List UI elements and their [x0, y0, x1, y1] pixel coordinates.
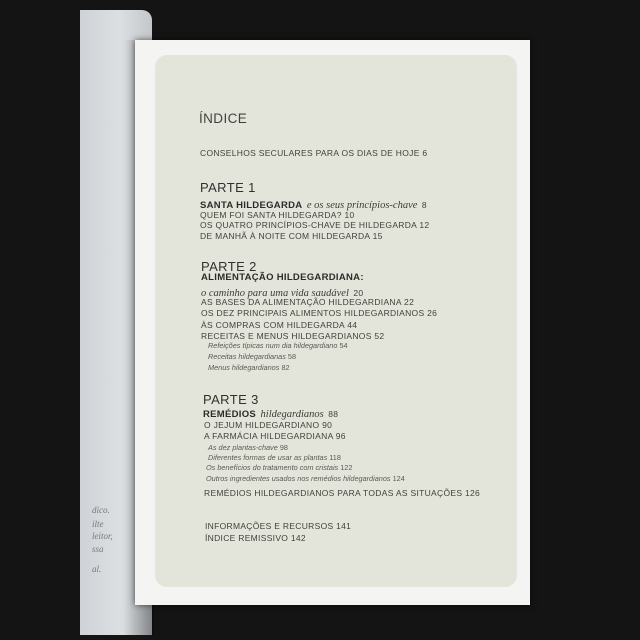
toc-entry-page: 10 [344, 210, 355, 220]
toc-entry-label: OS QUATRO PRINCÍPIOS-CHAVE DE HILDEGARDA [200, 220, 417, 230]
left-page-text-2: ilte [92, 519, 104, 529]
toc-subentry [208, 352, 296, 361]
toc-entry [204, 431, 346, 441]
toc-intro-page: 6 [422, 148, 428, 158]
toc-subentry-page: 122 [340, 463, 353, 472]
part3-heading-page: 88 [328, 409, 339, 419]
toc-subentry [206, 463, 352, 472]
toc-subentry-label: Receitas hildegardianas [208, 352, 286, 361]
toc-entry-label: RECEITAS E MENUS HILDEGARDIANOS [201, 331, 372, 341]
toc-subentry-label: Refeições típicas num dia hildegardiano [208, 341, 338, 350]
toc-entry-label: AS BASES DA ALIMENTAÇÃO HILDEGARDIANA [201, 297, 402, 307]
toc-subentry-page: 118 [329, 453, 341, 462]
toc-intro-label: CONSELHOS SECULARES PARA OS DIAS DE HOJE [200, 148, 420, 158]
left-page-text-4: ssa [92, 544, 104, 554]
toc-entry [200, 231, 383, 241]
toc-entry-page: 96 [335, 431, 346, 441]
toc-entry-page: 15 [372, 231, 383, 241]
toc-entry-label: O JEJUM HILDEGARDIANO [204, 420, 320, 430]
toc-subentry-page: 98 [279, 443, 288, 452]
toc-entry-page: 126 [464, 488, 481, 498]
toc-entry-page: 26 [427, 308, 438, 318]
toc-entry [200, 210, 355, 220]
toc-entry-label: QUEM FOI SANTA HILDEGARDA? [200, 210, 342, 220]
toc-entry-page: 141 [336, 521, 352, 531]
toc-entry-page: 12 [419, 220, 430, 230]
toc-subentry-label: Outros ingredientes usados nos remédios hildegardianos [206, 474, 391, 483]
toc-entry-label: ÀS COMPRAS COM HILDEGARDA [201, 320, 345, 330]
toc-subentry [208, 453, 341, 462]
toc-entry-label: DE MANHÃ À NOITE COM HILDEGARDA [200, 231, 370, 241]
toc-entry [204, 488, 480, 498]
toc-entry [205, 533, 306, 543]
toc-entry [200, 220, 429, 230]
toc-subentry-page: 124 [392, 474, 405, 483]
part3-label: PARTE 3 [203, 392, 259, 407]
toc-entry-page: 22 [404, 297, 415, 307]
toc-subentry [208, 443, 288, 452]
part2-heading-bold: ALIMENTAÇÃO HILDEGARDIANA: [201, 272, 364, 283]
left-page-text-5: al. [92, 564, 102, 574]
part3-heading-bold: REMÉDIOS [203, 409, 257, 420]
toc-title: ÍNDICE [199, 111, 248, 126]
toc-entry [201, 331, 384, 341]
toc-subentry-label: Os benefícios do tratamento com cristais [206, 463, 339, 472]
toc-entry-label: A FARMÁCIA HILDEGARDIANA [204, 431, 334, 441]
left-page-text-3: leitor, [92, 531, 113, 541]
toc-subentry-page: 58 [287, 352, 297, 361]
toc-entry [204, 420, 332, 430]
toc-entry [201, 320, 357, 330]
part2-label: PARTE 2 [201, 259, 257, 274]
toc-entry-label: REMÉDIOS HILDEGARDIANOS PARA TODAS AS SITUAÇÕES [204, 488, 463, 498]
part1-heading-italic: e os seus princípios-chave [306, 200, 418, 211]
toc-entry-label: ÍNDICE REMISSIVO [205, 533, 289, 543]
toc-subentry-label: As dez plantas-chave [208, 443, 278, 452]
toc-subentry-label: Menus hildegardianos [208, 363, 280, 372]
toc-subentry [208, 363, 290, 372]
toc-subentry-page: 54 [339, 341, 348, 350]
toc-entry-page: 52 [374, 331, 385, 341]
toc-entry-label: OS DEZ PRINCIPAIS ALIMENTOS HILDEGARDIANOS [201, 308, 425, 318]
toc-entry [201, 297, 414, 307]
toc-subentry [206, 474, 405, 483]
toc-entry-page: 44 [347, 320, 358, 330]
toc-entry [205, 521, 351, 531]
left-page-text-1: dico. [92, 505, 110, 515]
part1-heading-page: 8 [421, 200, 427, 210]
toc-intro [200, 148, 427, 158]
part2-heading-italic: o caminho para uma vida saudável [201, 288, 349, 299]
toc-entry-page: 90 [322, 420, 333, 430]
toc-subentry-label: Diferentes formas de usar as plantas [208, 453, 328, 462]
toc-subentry [208, 341, 348, 350]
part1-label: PARTE 1 [200, 180, 256, 195]
toc-subentry-page: 82 [281, 363, 290, 372]
toc-entry-page: 142 [290, 533, 306, 543]
toc-entry-label: INFORMAÇÕES E RECURSOS [205, 521, 334, 531]
part3-heading-italic: hildegardianos [260, 409, 324, 420]
part1-heading-bold: SANTA HILDEGARDA [200, 200, 303, 211]
toc-entry [201, 308, 437, 318]
part2-heading-page: 20 [353, 288, 364, 298]
